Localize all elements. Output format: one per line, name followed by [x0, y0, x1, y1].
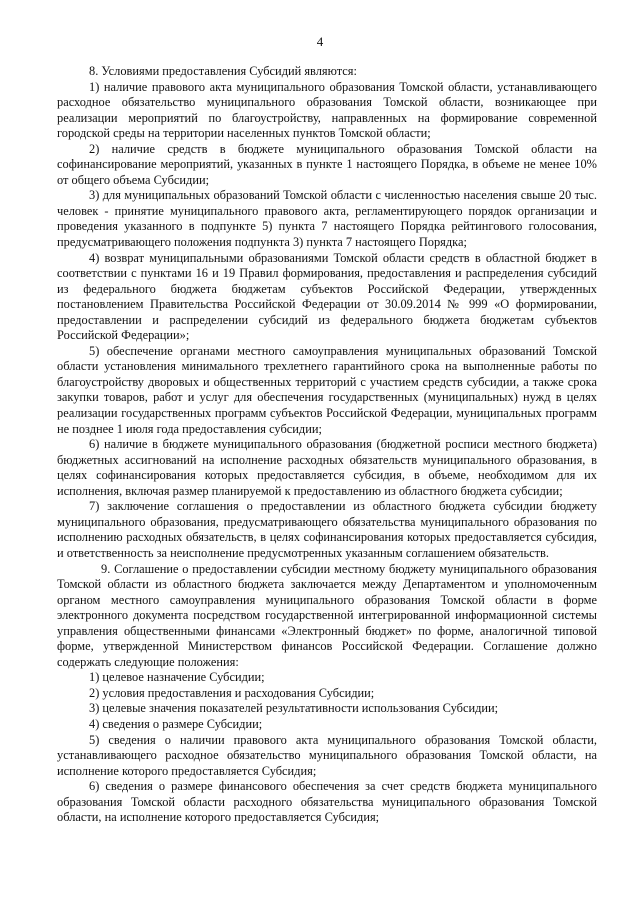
- paragraph-8-1: 1) наличие правового акта муниципального образования Томской области, устанавливающего расходное обязательство муниципального образования Томской области, возникающее при реализации мероприятий по благоустройству, направленных на формирование современной городской среды на территории населенных пунктов Томской области;: [57, 79, 597, 141]
- paragraph-8-5: 5) обеспечение органами местного самоуправления муниципальных образований Томской области установления минимального трехлетнего гарантийного срока на выполненные работы по благоустройству дворовых и общественных территорий с участием средств субсидии, а также срока закупки товаров, работ и услуг для обеспечения государственных (муниципальных) нужд в целях реализации государственных программ субъектов Российской Федерации, муниципальных программ не позднее 1 июля года предоставления субсидии;: [57, 343, 597, 436]
- page-number: 4: [316, 34, 324, 49]
- paragraph-8-4: 4) возврат муниципальными образованиями Томской области средств в областной бюджет в соответствии с пунктами 16 и 19 Правил формирования, предоставления и распределения субсидий из федерального бюджета бюджетам субъектов Российской Федерации, утвержденных постановлением Правительства Российской Федерации от 30.09.2014 № 999 «О формировании, предоставлении и распределении субсидий из федерального бюджета бюджетам субъектов Российской Федерации»;: [57, 250, 597, 343]
- paragraph-8-6: 6) наличие в бюджете муниципального образования (бюджетной росписи местного бюджета) бюджетных ассигнований на исполнение расходных обязательств муниципального образования, в целях софинансирования которых предоставляется субсидия, в объеме, необходимом для их исполнения, включая размер планируемой к предоставлению из областного бюджета субсидии;: [57, 437, 597, 498]
- paragraph-8-3: 3) для муниципальных образований Томской области с численностью населения свыше 20 тыс. человек - принятие муниципального правового акта, регламентирующего порядок организации и проведения указанного в подпункте 5) пункта 7 настоящего Порядка рейтингового голосования, предусматривающего положения подпункта 3) пункта 7 настоящего Порядка;: [57, 188, 597, 250]
- paragraph-9-4: 4) сведения о размере Субсидии;: [89, 716, 263, 731]
- paragraph-section-8: 8. Условиями предоставления Субсидий являются:: [89, 64, 357, 78]
- paragraph-section-9: 9. Соглашение о предоставлении субсидии местному бюджету муниципального образования Томской области из областного бюджета заключается между Департаментом и уполномоченным органом местного самоуправления муниципального образования Томской области в форме электронного документа посредством государственной интегрированной информационной системы управления общественными финансами «Электронный бюджет» по форме, аналогичной типовой форме, утвержденной Министерством финансов Российской Федерации. Соглашение должно содержать следующие положения:: [57, 561, 597, 669]
- paragraph-9-1: 1) целевое назначение Субсидии;: [89, 670, 265, 685]
- paragraph-9-6: 6) сведения о размере финансового обеспечения за счет средств бюджета муниципального образования Томской области расходного обязательства муниципального образования Томской области, на исполнение которого предоставляется Субсидия;: [57, 779, 597, 825]
- paragraph-9-3: 3) целевые значения показателей результативности использования Субсидии;: [89, 701, 499, 716]
- paragraph-8-2: 2) наличие средств в бюджете муниципального образования Томской области на софинансирование мероприятий, указанных в пункте 1 настоящего Порядка, в объеме не менее 10% от общего объема Субсидии;: [57, 141, 597, 187]
- paragraph-8-7: 7) заключение соглашения о предоставлении из областного бюджета субсидии бюджету муниципального образования, предусматривающего обязательства муниципального образования по исполнению расходных обязательств, в целях софинансирования которых предоставляется субсидия, и ответственность за неисполнение предусмотренных указанным соглашением обязательств.: [57, 499, 597, 560]
- paragraph-9-5: 5) сведения о наличии правового акта муниципального образования Томской области, устанавливающего расходное обязательство муниципального образования Томской области, на исполнение которого предоставляется Субсидия;: [57, 732, 597, 778]
- paragraph-9-2: 2) условия предоставления и расходования Субсидии;: [89, 685, 375, 700]
- body-text: [57, 64, 597, 826]
